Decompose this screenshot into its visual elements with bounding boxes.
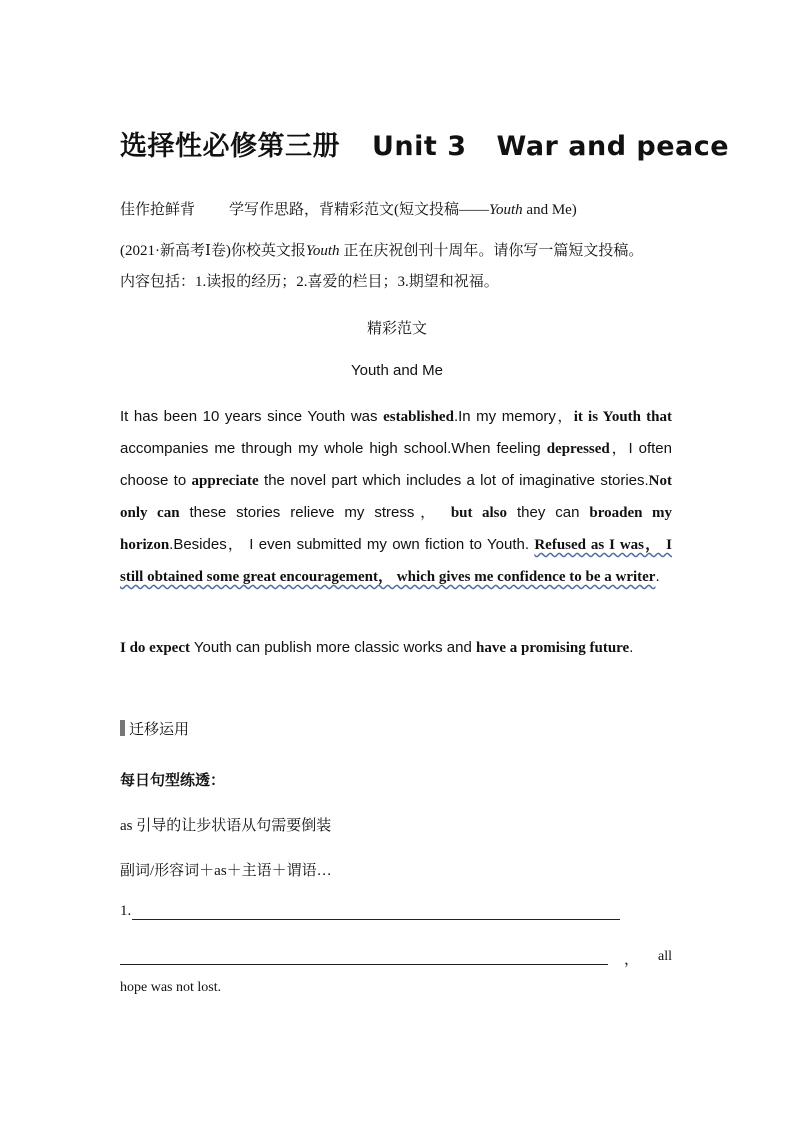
essay-text: .: [655, 568, 660, 585]
prompt-line-1: (2021·新高考Ⅰ卷)你校英文报Youth 正在庆祝创刊十周年。请你写一篇短文投稿。: [120, 243, 644, 259]
essay-text: .: [629, 639, 634, 656]
essay-text: Youth can publish more classic works and: [190, 639, 476, 656]
essay-text: .Besides， I even submitted my own fiction to Youth.: [169, 536, 535, 553]
key-phrase: depressed: [546, 441, 610, 457]
title-chinese: 选择性必修第三册: [120, 131, 340, 162]
subtitle-italic: Youth: [489, 202, 523, 218]
essay-text: .In my memory，: [453, 408, 574, 425]
essay-text: these stories relieve my stress，: [179, 504, 451, 521]
highlighted-sentence: Refused as I was， I still obtained some great encouragement， which gives me confidence to be a writer: [120, 537, 672, 585]
key-phrase: but also: [450, 505, 508, 521]
key-phrase: it is Youth that: [573, 409, 672, 425]
essay-text: It has been 10 years since Youth was: [120, 408, 384, 425]
essay-paragraph-1: [120, 401, 672, 593]
question-tail: hope was not lost.: [120, 980, 222, 995]
subtitle-label: 佳作抢鲜背: [120, 202, 196, 218]
title-unit: Unit 3: [372, 131, 467, 162]
question-number: 1.: [120, 903, 132, 919]
grammar-rule: as 引导的让步状语从句需要倒装: [120, 818, 332, 834]
answer-blank-2[interactable]: [120, 964, 608, 965]
key-phrase: Not only can: [120, 473, 672, 521]
essay-title: Youth and Me: [350, 362, 444, 379]
essay-text: accompanies me through my whole high school.When feeling: [120, 440, 547, 457]
section-marker-icon: [120, 720, 125, 736]
essay-heading: 精彩范文: [366, 321, 427, 337]
essay-text: ，I often choose to: [120, 440, 672, 489]
key-phrase: have a promising future: [476, 640, 630, 656]
grammar-formula: 副词/形容词＋as＋主语＋谓语…: [120, 863, 332, 879]
prompt-line-2: 内容包括：1.读报的经历；2.喜爱的栏目；3.期望和祝福。: [120, 274, 499, 290]
essay-text: they can: [507, 504, 590, 521]
essay-paragraph-2: [120, 632, 672, 664]
title-topic: War and peace: [496, 131, 730, 162]
question-comma: ，: [624, 952, 640, 968]
subtitle-end: and Me): [522, 202, 577, 218]
key-phrase: broaden my horizon: [120, 505, 672, 553]
section-heading-practice: 迁移运用: [120, 718, 189, 739]
answer-blank-1[interactable]: [132, 919, 620, 920]
key-phrase: I do expect: [120, 640, 190, 656]
question-word-all: all: [658, 949, 672, 964]
essay-text: the novel part which includes a lot of imaginative stories.: [258, 472, 649, 489]
page-title: [120, 124, 729, 163]
key-phrase: appreciate: [191, 473, 259, 489]
daily-practice-label: 每日句型练透：: [120, 771, 226, 789]
writing-prompt: [120, 236, 680, 298]
subtitle-desc: 学写作思路，背精彩范文(短文投稿——: [229, 202, 490, 218]
section-subtitle: [120, 198, 577, 219]
key-phrase: established: [383, 409, 454, 425]
